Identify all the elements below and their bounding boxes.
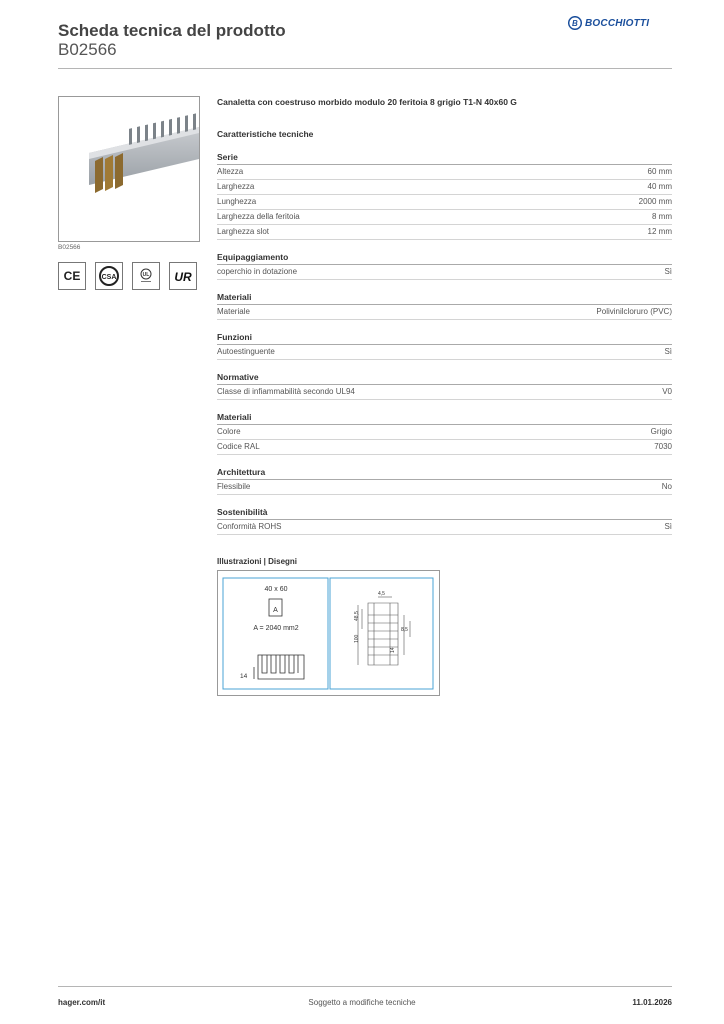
spec-value: 12 mm — [647, 227, 672, 236]
image-caption: B02566 — [58, 244, 81, 251]
spec-value: No — [661, 482, 672, 491]
footer-divider — [58, 986, 672, 987]
spec-row — [217, 305, 672, 320]
spec-row — [217, 345, 672, 360]
spec-label: Larghezza della feritoia — [217, 212, 300, 221]
spec-value: Polivinilcloruro (PVC) — [596, 307, 672, 316]
csa-mark-icon — [95, 262, 123, 290]
spec-label: Colore — [217, 427, 241, 436]
illustrations-title: Illustrazioni | Disegni — [217, 557, 298, 566]
product-image — [58, 96, 200, 242]
spec-sections — [217, 151, 672, 535]
section-title: Materiali — [217, 411, 672, 425]
drawing-size-label: 40 x 60 — [264, 586, 288, 593]
page-title: Scheda tecnica del prodotto — [58, 21, 286, 40]
ul-mark-icon — [132, 262, 160, 290]
spec-value: Sì — [664, 522, 672, 531]
footer-website-link[interactable]: hager.com/it — [58, 998, 106, 1007]
spec-row — [217, 480, 672, 495]
ur-mark-icon — [169, 262, 197, 290]
spec-section — [217, 331, 672, 360]
spec-label: Flessibile — [217, 482, 251, 491]
spec-row — [217, 225, 672, 240]
drawing-dim-d1: 4,5 — [378, 591, 385, 597]
spec-section — [217, 371, 672, 400]
characteristics-title: Caratteristiche tecniche — [217, 129, 314, 139]
footer-date: 11.01.2026 — [632, 998, 672, 1007]
section-title: Sostenibilità — [217, 506, 672, 520]
product-code: B02566 — [58, 40, 117, 59]
technical-drawing — [217, 570, 440, 696]
spec-value: 40 mm — [647, 182, 672, 191]
svg-text:B: B — [572, 19, 578, 28]
svg-text:CSA: CSA — [101, 274, 117, 281]
spec-label: coperchio in dotazione — [217, 267, 298, 276]
certifications — [58, 262, 197, 290]
spec-row — [217, 165, 672, 180]
spec-label: Materiale — [217, 307, 250, 316]
spec-label: Autoestinguente — [217, 347, 275, 356]
spec-row — [217, 520, 672, 535]
spec-content — [217, 95, 672, 568]
spec-section — [217, 151, 672, 240]
product-name: Canaletta con coestruso morbido modulo 20 feritoia 8 grigio T1-N 40x60 G — [217, 97, 517, 107]
spec-section — [217, 466, 672, 495]
spec-value: Sì — [664, 267, 672, 276]
spec-value: 2000 mm — [638, 197, 672, 206]
drawing-dim-d5: 14 — [390, 647, 396, 653]
section-title: Equipaggiamento — [217, 251, 672, 265]
brand-logo-icon — [568, 16, 582, 30]
spec-row — [217, 265, 672, 280]
drawing-dim-d3: 100 — [354, 634, 360, 643]
spec-label: Altezza — [217, 167, 244, 176]
drawing-dim-label: 14 — [240, 673, 248, 680]
spec-label: Larghezza slot — [217, 227, 270, 236]
spec-row — [217, 195, 672, 210]
spec-label: Lunghezza — [217, 197, 257, 206]
spec-row — [217, 385, 672, 400]
spec-value: Grigio — [650, 427, 672, 436]
spec-label: Classe di infiammabilità secondo UL94 — [217, 387, 355, 396]
spec-value: 60 mm — [647, 167, 672, 176]
spec-value: V0 — [662, 387, 672, 396]
spec-section — [217, 411, 672, 455]
section-title: Architettura — [217, 466, 672, 480]
spec-row — [217, 210, 672, 225]
header-divider — [58, 68, 672, 69]
brand-logo — [568, 16, 649, 30]
section-title: Serie — [217, 151, 672, 165]
svg-text:UL: UL — [142, 272, 150, 278]
ce-mark-icon: CE — [58, 262, 86, 290]
brand-name: BOCCHIOTTI — [585, 17, 650, 29]
spec-row — [217, 180, 672, 195]
spec-value: Sì — [664, 347, 672, 356]
spec-value: 8 mm — [652, 212, 672, 221]
spec-label: Larghezza — [217, 182, 255, 191]
drawing-dim-d4: 8,5 — [401, 627, 408, 633]
spec-row — [217, 440, 672, 455]
drawing-dim-d2: 48,5 — [354, 611, 360, 621]
spec-section — [217, 291, 672, 320]
drawing-marker: A — [273, 607, 278, 614]
section-title: Funzioni — [217, 331, 672, 345]
spec-section — [217, 251, 672, 280]
spec-row — [217, 425, 672, 440]
spec-section — [217, 506, 672, 535]
footer-disclaimer: Soggetto a modifiche tecniche — [308, 998, 416, 1007]
spec-label: Codice RAL — [217, 442, 260, 451]
section-title: Normative — [217, 371, 672, 385]
drawing-area-label: A = 2040 mm2 — [253, 625, 299, 632]
spec-value: 7030 — [654, 442, 672, 451]
spec-label: Conformità ROHS — [217, 522, 282, 531]
svg-text:UR: UR — [174, 270, 192, 284]
section-title: Materiali — [217, 291, 672, 305]
